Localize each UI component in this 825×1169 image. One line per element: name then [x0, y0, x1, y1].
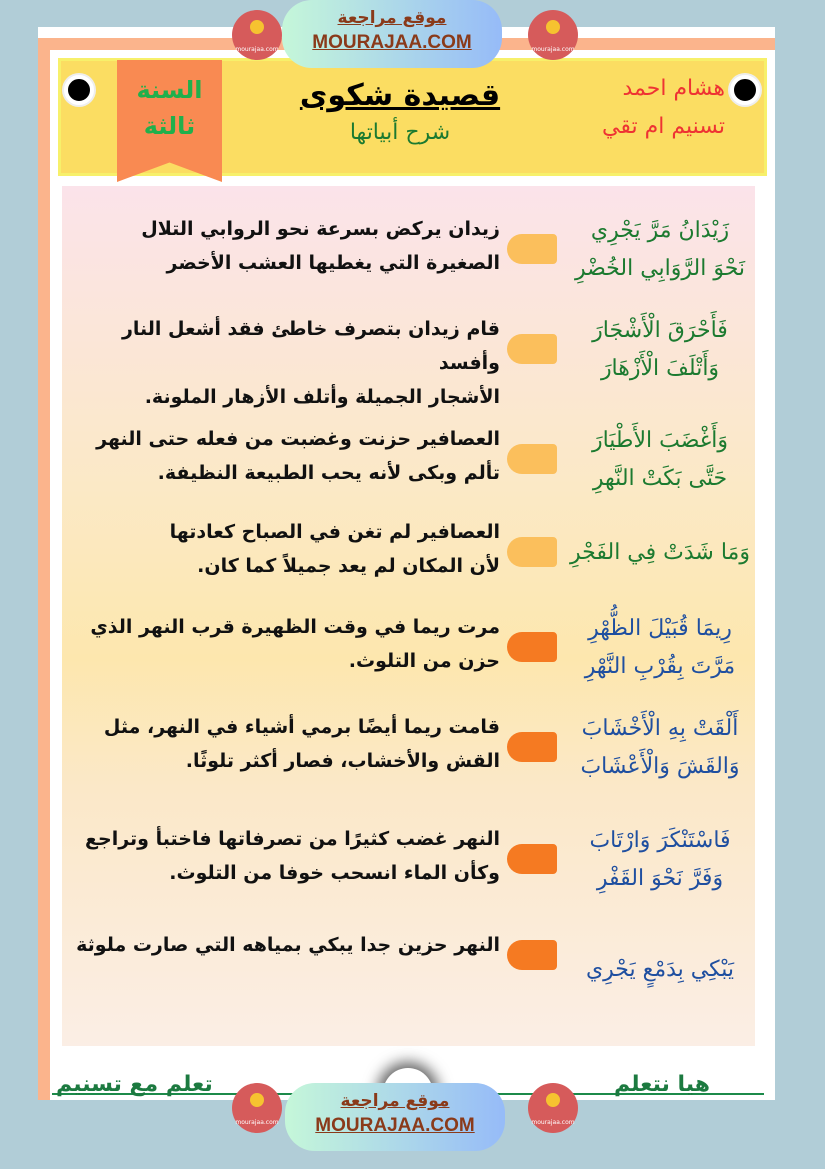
author-1: هشام احمد	[622, 76, 725, 101]
explanation	[60, 212, 500, 280]
verse-line-2: نَحْوَ الرَّوَابِي الخُضْرِ	[574, 256, 746, 281]
explanation-line-1: النهر غضب كثيرًا من تصرفاتها فاختبأ وتراجع	[85, 828, 500, 850]
verse-line-2: وَفَرَّ نَحْوَ القَفْرِ	[596, 866, 724, 891]
pointing-hand-icon	[507, 444, 557, 474]
pointing-hand-icon	[507, 940, 557, 970]
explanation-line-1: قام زيدان بتصرف خاطئ فقد أشعل النار وأفسد	[121, 318, 500, 374]
verse-line-2: وَالقَشَ وَالْأَعْشَابَ	[580, 754, 740, 779]
explanation-line-1: العصافير حزنت وغضبت من فعله حتى النهر	[96, 428, 500, 450]
explanation-line-1: العصافير لم تغن في الصباح كعادتها	[169, 521, 500, 543]
verse-line-1: وَأَغْضَبَ الأَطْيَارَ	[591, 428, 729, 453]
pointing-hand-icon	[507, 234, 557, 264]
watermark-logo: mourajaa.com	[232, 1083, 282, 1133]
footer-left-text: تعلم مع تسنيم	[56, 1072, 213, 1097]
verse	[565, 212, 755, 288]
explanation-line-1: مرت ريما في وقت الظهيرة قرب النهر الذي	[90, 616, 500, 638]
frame-border-left	[38, 38, 50, 1100]
pointing-hand-icon	[507, 537, 557, 567]
watermark-logo: mourajaa.com	[528, 10, 578, 60]
explanation	[60, 312, 500, 414]
explanation	[60, 422, 500, 490]
author-2: تسنيم ام تقي	[602, 114, 725, 139]
verse-line-2: مَرَّتَ بِقُرْبِ النَّهْرِ	[584, 654, 736, 679]
verse	[565, 710, 755, 786]
watermark-logo: mourajaa.com	[528, 1083, 578, 1133]
explanation-line-2: الأشجار الجميلة وأتلف الأزهار الملونة.	[144, 386, 500, 408]
verse	[565, 312, 755, 388]
pointing-hand-icon	[507, 632, 557, 662]
verse	[565, 534, 755, 572]
flower-icon	[64, 75, 94, 105]
explanation-line-1: قامت ريما أيضًا برمي أشياء في النهر، مثل	[103, 716, 500, 738]
verse	[565, 951, 755, 989]
verse-line-2: وَأَتْلَفَ الْأَزْهَارَ	[600, 356, 720, 381]
grade-line2: ثالثة	[143, 112, 196, 140]
watermark-badge-top[interactable]	[282, 0, 502, 68]
explanation-line-2: وكأن الماء انسحب خوفا من التلوث.	[169, 862, 500, 884]
watermark-arabic: موقع مراجعة	[337, 8, 447, 28]
verse-line-2: حَتَّى بَكَتْ النَّهرِ	[592, 466, 728, 491]
grade-label	[117, 72, 222, 144]
authors	[560, 70, 725, 146]
explanation	[60, 710, 500, 778]
explanation-line-2: حزن من التلوث.	[348, 650, 500, 672]
verse-line-1: فَاسْتَنْكَرَ وَارْتَابَ	[589, 828, 731, 853]
explanation-line-2: الصغيرة التي يغطيها العشب الأخضر	[166, 252, 500, 274]
explanation-line-2: تألم وبكى لأنه يحب الطبيعة النظيفة.	[157, 462, 500, 484]
verse	[565, 610, 755, 686]
explanation-line-2: القش والأخشاب، فصار أكثر تلوثًا.	[185, 750, 500, 772]
verse-line-1: رِيمَا قُبَيْلَ الظُّهْرِ	[588, 616, 732, 641]
watermark-latin: MOURAJAA.COM	[315, 1115, 475, 1136]
explanation	[60, 610, 500, 678]
watermark-latin: MOURAJAA.COM	[312, 32, 472, 53]
explanation-line-1: النهر حزين جدا يبكي بمياهه التي صارت ملوثة	[76, 934, 500, 956]
watermark-badge-bottom[interactable]	[285, 1083, 505, 1151]
verse-line-1: فَأَحْرَقَ الْأَشْجَارَ	[592, 318, 728, 343]
pointing-hand-icon	[507, 732, 557, 762]
pointing-hand-icon	[507, 844, 557, 874]
page-title: قصيدة شكوى	[299, 78, 501, 113]
pointing-hand-icon	[507, 334, 557, 364]
verse	[565, 422, 755, 498]
watermark-arabic: موقع مراجعة	[340, 1091, 450, 1111]
verse-line-1: أَلْقَتْ بِهِ الْأَخْشَابَ	[581, 716, 739, 741]
explanation	[60, 822, 500, 890]
explanation	[60, 515, 500, 583]
verse	[565, 822, 755, 898]
footer-right-text: هيا نتعلم	[613, 1072, 710, 1097]
explanation-line-1: زيدان يركض بسرعة نحو الروابي التلال	[141, 218, 500, 240]
explanation-line-2: لأن المكان لم يعد جميلاً كما كان.	[197, 555, 500, 577]
explanation	[60, 928, 500, 962]
page-subtitle: شرح أبياتها	[349, 120, 451, 145]
verse-line-1: يَبْكِي بِدَمْعٍ يَجْرِي	[585, 957, 735, 982]
watermark-logo: mourajaa.com	[232, 10, 282, 60]
flower-icon	[730, 75, 760, 105]
grade-line1: السنة	[136, 76, 203, 104]
verse-line-1: زَيْدَانُ مَرَّ يَجْرِي	[590, 218, 730, 243]
verse-line-1: وَمَا شَدَتْ فِي الفَجْرِ	[570, 540, 750, 565]
